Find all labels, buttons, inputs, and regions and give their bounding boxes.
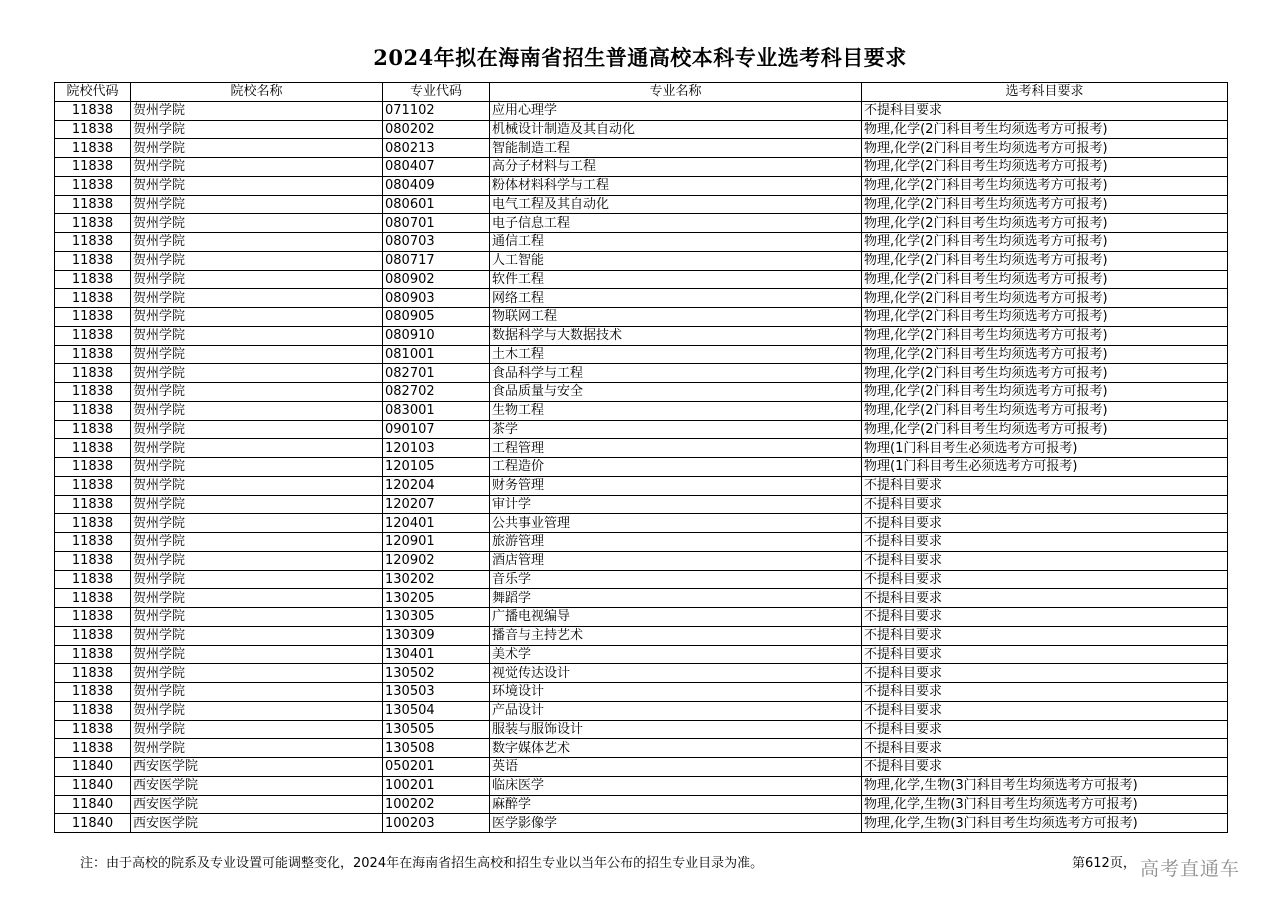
major-name-cell: 人工智能	[490, 251, 862, 270]
major-name-cell: 食品质量与安全	[490, 383, 862, 402]
school-name-cell: 贺州学院	[131, 195, 383, 214]
major-code-cell: 081001	[383, 345, 490, 364]
major-code-cell: 100203	[383, 814, 490, 833]
school-code-cell: 11838	[55, 401, 131, 420]
major-name-cell: 粉体材料科学与工程	[490, 176, 862, 195]
major-name-cell: 医学影像学	[490, 814, 862, 833]
major-name-cell: 数据科学与大数据技术	[490, 326, 862, 345]
major-code-cell: 082702	[383, 383, 490, 402]
major-name-cell: 电子信息工程	[490, 214, 862, 233]
table-row	[55, 458, 1228, 477]
table-row	[55, 120, 1228, 139]
major-name-cell: 生物工程	[490, 401, 862, 420]
major-code-cell: 100201	[383, 776, 490, 795]
table-row	[55, 401, 1228, 420]
school-code-cell: 11838	[55, 626, 131, 645]
table-row	[55, 608, 1228, 627]
major-name-cell: 高分子材料与工程	[490, 158, 862, 177]
major-name-cell: 临床医学	[490, 776, 862, 795]
major-code-cell: 120103	[383, 439, 490, 458]
table-row	[55, 158, 1228, 177]
major-code-cell: 080902	[383, 270, 490, 289]
table-row	[55, 364, 1228, 383]
school-code-cell: 11840	[55, 758, 131, 777]
subject-requirement-cell: 物理,化学,生物(3门科目考生均须选考方可报考)	[862, 814, 1228, 833]
school-name-cell: 贺州学院	[131, 270, 383, 289]
major-name-cell: 工程管理	[490, 439, 862, 458]
major-name-cell: 茶学	[490, 420, 862, 439]
page-title: 2024年拟在海南省招生普通高校本科专业选考科目要求	[373, 45, 907, 70]
subject-requirement-cell: 不提科目要求	[862, 645, 1228, 664]
table-row	[55, 701, 1228, 720]
major-name-cell: 电气工程及其自动化	[490, 195, 862, 214]
major-code-cell: 130202	[383, 570, 490, 589]
school-name-cell: 贺州学院	[131, 476, 383, 495]
subject-requirement-cell: 不提科目要求	[862, 739, 1228, 758]
subject-requirement-cell: 物理,化学(2门科目考生均须选考方可报考)	[862, 251, 1228, 270]
subject-requirement-cell: 物理,化学,生物(3门科目考生均须选考方可报考)	[862, 795, 1228, 814]
school-code-cell: 11838	[55, 345, 131, 364]
major-name-cell: 公共事业管理	[490, 514, 862, 533]
page-number: 第612页，	[1072, 856, 1136, 871]
school-code-cell: 11838	[55, 289, 131, 308]
school-code-cell: 11838	[55, 364, 131, 383]
table-row	[55, 683, 1228, 702]
school-code-cell: 11838	[55, 570, 131, 589]
subject-requirement-cell: 物理,化学(2门科目考生均须选考方可报考)	[862, 214, 1228, 233]
major-name-cell: 机械设计制造及其自动化	[490, 120, 862, 139]
table-row	[55, 308, 1228, 327]
major-name-cell: 服装与服饰设计	[490, 720, 862, 739]
table-row	[55, 270, 1228, 289]
major-code-cell: 080903	[383, 289, 490, 308]
school-name-cell: 西安医学院	[131, 758, 383, 777]
major-code-cell: 120902	[383, 551, 490, 570]
school-code-cell: 11838	[55, 326, 131, 345]
school-code-cell: 11838	[55, 645, 131, 664]
school-name-cell: 贺州学院	[131, 514, 383, 533]
subject-requirement-cell: 物理,化学(2门科目考生均须选考方可报考)	[862, 139, 1228, 158]
table-row	[55, 176, 1228, 195]
school-name-cell: 贺州学院	[131, 420, 383, 439]
header-major-name: 专业名称	[490, 83, 862, 102]
major-name-cell: 英语	[490, 758, 862, 777]
major-name-cell: 播音与主持艺术	[490, 626, 862, 645]
major-name-cell: 酒店管理	[490, 551, 862, 570]
subject-requirement-cell: 不提科目要求	[862, 476, 1228, 495]
major-code-cell: 050201	[383, 758, 490, 777]
school-code-cell: 11838	[55, 158, 131, 177]
major-name-cell: 旅游管理	[490, 533, 862, 552]
school-name-cell: 贺州学院	[131, 589, 383, 608]
table-row	[55, 514, 1228, 533]
school-code-cell: 11838	[55, 720, 131, 739]
school-code-cell: 11838	[55, 383, 131, 402]
major-name-cell: 广播电视编导	[490, 608, 862, 627]
major-name-cell: 工程造价	[490, 458, 862, 477]
school-code-cell: 11838	[55, 176, 131, 195]
major-code-cell: 130205	[383, 589, 490, 608]
subject-requirement-cell: 物理,化学(2门科目考生均须选考方可报考)	[862, 345, 1228, 364]
major-name-cell: 环境设计	[490, 683, 862, 702]
table-row	[55, 214, 1228, 233]
school-name-cell: 贺州学院	[131, 626, 383, 645]
major-name-cell: 财务管理	[490, 476, 862, 495]
major-code-cell: 080701	[383, 214, 490, 233]
subject-requirement-cell: 不提科目要求	[862, 495, 1228, 514]
school-code-cell: 11838	[55, 551, 131, 570]
table-row	[55, 776, 1228, 795]
school-name-cell: 贺州学院	[131, 251, 383, 270]
subject-requirement-cell: 物理(1门科目考生必须选考方可报考)	[862, 458, 1228, 477]
major-name-cell: 产品设计	[490, 701, 862, 720]
subject-requirement-cell: 物理,化学(2门科目考生均须选考方可报考)	[862, 420, 1228, 439]
major-name-cell: 美术学	[490, 645, 862, 664]
subject-requirement-cell: 不提科目要求	[862, 570, 1228, 589]
subject-requirement-cell: 不提科目要求	[862, 758, 1228, 777]
major-code-cell: 130401	[383, 645, 490, 664]
table-row	[55, 758, 1228, 777]
subject-requirement-cell: 不提科目要求	[862, 608, 1228, 627]
subject-requirement-cell: 物理,化学(2门科目考生均须选考方可报考)	[862, 158, 1228, 177]
footer-note: 注：由于高校的院系及专业设置可能调整变化，2024年在海南省招生高校和招生专业以当年公布的招生专业目录为准。	[80, 856, 764, 871]
school-code-cell: 11838	[55, 195, 131, 214]
major-name-cell: 麻醉学	[490, 795, 862, 814]
school-name-cell: 贺州学院	[131, 345, 383, 364]
table-row	[55, 195, 1228, 214]
table-row	[55, 439, 1228, 458]
major-code-cell: 130508	[383, 739, 490, 758]
subject-requirement-cell: 物理,化学(2门科目考生均须选考方可报考)	[862, 270, 1228, 289]
major-name-cell: 软件工程	[490, 270, 862, 289]
table-row	[55, 420, 1228, 439]
school-name-cell: 贺州学院	[131, 120, 383, 139]
major-name-cell: 审计学	[490, 495, 862, 514]
school-name-cell: 贺州学院	[131, 214, 383, 233]
subject-requirement-cell: 不提科目要求	[862, 514, 1228, 533]
school-code-cell: 11838	[55, 739, 131, 758]
school-name-cell: 贺州学院	[131, 364, 383, 383]
table-row	[55, 739, 1228, 758]
school-code-cell: 11838	[55, 214, 131, 233]
school-code-cell: 11838	[55, 139, 131, 158]
school-code-cell: 11838	[55, 270, 131, 289]
major-code-cell: 080910	[383, 326, 490, 345]
school-code-cell: 11838	[55, 514, 131, 533]
major-code-cell: 080717	[383, 251, 490, 270]
major-code-cell: 130505	[383, 720, 490, 739]
school-code-cell: 11838	[55, 251, 131, 270]
major-code-cell: 130503	[383, 683, 490, 702]
major-code-cell: 080409	[383, 176, 490, 195]
school-name-cell: 贺州学院	[131, 139, 383, 158]
school-name-cell: 西安医学院	[131, 814, 383, 833]
requirements-table	[54, 82, 1228, 833]
table-row	[55, 289, 1228, 308]
major-code-cell: 120204	[383, 476, 490, 495]
school-name-cell: 贺州学院	[131, 383, 383, 402]
subject-requirement-cell: 物理,化学(2门科目考生均须选考方可报考)	[862, 120, 1228, 139]
subject-requirement-cell: 不提科目要求	[862, 626, 1228, 645]
subject-requirement-cell: 物理,化学(2门科目考生均须选考方可报考)	[862, 289, 1228, 308]
major-code-cell: 080407	[383, 158, 490, 177]
major-name-cell: 智能制造工程	[490, 139, 862, 158]
school-code-cell: 11838	[55, 533, 131, 552]
school-name-cell: 贺州学院	[131, 739, 383, 758]
table-row	[55, 233, 1228, 252]
table-row	[55, 645, 1228, 664]
major-code-cell: 130305	[383, 608, 490, 627]
major-code-cell: 130309	[383, 626, 490, 645]
school-code-cell: 11838	[55, 420, 131, 439]
school-name-cell: 贺州学院	[131, 326, 383, 345]
school-name-cell: 贺州学院	[131, 401, 383, 420]
school-name-cell: 西安医学院	[131, 776, 383, 795]
subject-requirement-cell: 物理,化学(2门科目考生均须选考方可报考)	[862, 195, 1228, 214]
school-code-cell: 11838	[55, 701, 131, 720]
major-code-cell: 120207	[383, 495, 490, 514]
school-code-cell: 11838	[55, 608, 131, 627]
major-code-cell: 080202	[383, 120, 490, 139]
subject-requirement-cell: 不提科目要求	[862, 701, 1228, 720]
subject-requirement-cell: 物理,化学(2门科目考生均须选考方可报考)	[862, 308, 1228, 327]
major-code-cell: 080703	[383, 233, 490, 252]
school-code-cell: 11838	[55, 439, 131, 458]
major-name-cell: 土木工程	[490, 345, 862, 364]
school-code-cell: 11838	[55, 495, 131, 514]
school-name-cell: 贺州学院	[131, 176, 383, 195]
subject-requirement-cell: 物理,化学(2门科目考生均须选考方可报考)	[862, 176, 1228, 195]
major-name-cell: 网络工程	[490, 289, 862, 308]
major-name-cell: 数字媒体艺术	[490, 739, 862, 758]
header-school-code: 院校代码	[55, 83, 131, 102]
school-code-cell: 11838	[55, 458, 131, 477]
major-code-cell: 130502	[383, 664, 490, 683]
major-name-cell: 食品科学与工程	[490, 364, 862, 383]
major-code-cell: 080905	[383, 308, 490, 327]
header-school-name: 院校名称	[131, 83, 383, 102]
table-row	[55, 476, 1228, 495]
school-code-cell: 11838	[55, 120, 131, 139]
major-code-cell: 100202	[383, 795, 490, 814]
school-name-cell: 贺州学院	[131, 439, 383, 458]
table-row	[55, 383, 1228, 402]
school-name-cell: 贺州学院	[131, 158, 383, 177]
school-name-cell: 西安医学院	[131, 795, 383, 814]
major-code-cell: 071102	[383, 101, 490, 120]
school-name-cell: 贺州学院	[131, 551, 383, 570]
school-name-cell: 贺州学院	[131, 458, 383, 477]
school-code-cell: 11840	[55, 814, 131, 833]
major-code-cell: 080213	[383, 139, 490, 158]
school-code-cell: 11838	[55, 476, 131, 495]
major-code-cell: 120901	[383, 533, 490, 552]
subject-requirement-cell: 物理,化学(2门科目考生均须选考方可报考)	[862, 364, 1228, 383]
major-name-cell: 应用心理学	[490, 101, 862, 120]
table-row	[55, 814, 1228, 833]
major-code-cell: 080601	[383, 195, 490, 214]
school-code-cell: 11838	[55, 233, 131, 252]
table-row	[55, 570, 1228, 589]
table-row	[55, 345, 1228, 364]
subject-requirement-cell: 物理,化学(2门科目考生均须选考方可报考)	[862, 233, 1228, 252]
table-row	[55, 533, 1228, 552]
major-code-cell: 090107	[383, 420, 490, 439]
school-code-cell: 11838	[55, 589, 131, 608]
subject-requirement-cell: 物理,化学,生物(3门科目考生均须选考方可报考)	[862, 776, 1228, 795]
subject-requirement-cell: 不提科目要求	[862, 551, 1228, 570]
school-code-cell: 11840	[55, 776, 131, 795]
subject-requirement-cell: 不提科目要求	[862, 101, 1228, 120]
table-header-row	[55, 83, 1228, 102]
table-row	[55, 626, 1228, 645]
major-name-cell: 通信工程	[490, 233, 862, 252]
school-name-cell: 贺州学院	[131, 664, 383, 683]
table-row	[55, 326, 1228, 345]
table-row	[55, 720, 1228, 739]
header-subject-requirement: 选考科目要求	[862, 83, 1228, 102]
school-name-cell: 贺州学院	[131, 570, 383, 589]
subject-requirement-cell: 物理,化学(2门科目考生均须选考方可报考)	[862, 401, 1228, 420]
school-code-cell: 11838	[55, 101, 131, 120]
school-name-cell: 贺州学院	[131, 720, 383, 739]
subject-requirement-cell: 不提科目要求	[862, 664, 1228, 683]
subject-requirement-cell: 物理,化学(2门科目考生均须选考方可报考)	[862, 383, 1228, 402]
school-name-cell: 贺州学院	[131, 233, 383, 252]
table-row	[55, 139, 1228, 158]
school-name-cell: 贺州学院	[131, 495, 383, 514]
watermark: 高考直通车	[1140, 858, 1241, 880]
school-code-cell: 11838	[55, 308, 131, 327]
table-row	[55, 664, 1228, 683]
subject-requirement-cell: 不提科目要求	[862, 533, 1228, 552]
major-name-cell: 音乐学	[490, 570, 862, 589]
table-row	[55, 251, 1228, 270]
major-code-cell: 082701	[383, 364, 490, 383]
school-name-cell: 贺州学院	[131, 533, 383, 552]
major-name-cell: 舞蹈学	[490, 589, 862, 608]
major-name-cell: 物联网工程	[490, 308, 862, 327]
school-name-cell: 贺州学院	[131, 289, 383, 308]
table-row	[55, 551, 1228, 570]
school-code-cell: 11838	[55, 664, 131, 683]
major-code-cell: 120401	[383, 514, 490, 533]
school-code-cell: 11838	[55, 683, 131, 702]
table-body	[55, 101, 1228, 832]
school-name-cell: 贺州学院	[131, 683, 383, 702]
subject-requirement-cell: 不提科目要求	[862, 720, 1228, 739]
subject-requirement-cell: 物理,化学(2门科目考生均须选考方可报考)	[862, 326, 1228, 345]
school-name-cell: 贺州学院	[131, 608, 383, 627]
major-name-cell: 视觉传达设计	[490, 664, 862, 683]
subject-requirement-cell: 不提科目要求	[862, 683, 1228, 702]
major-code-cell: 130504	[383, 701, 490, 720]
table-row	[55, 101, 1228, 120]
school-name-cell: 贺州学院	[131, 701, 383, 720]
school-name-cell: 贺州学院	[131, 101, 383, 120]
table-row	[55, 589, 1228, 608]
subject-requirement-cell: 物理(1门科目考生必须选考方可报考)	[862, 439, 1228, 458]
subject-requirement-cell: 不提科目要求	[862, 589, 1228, 608]
table-row	[55, 495, 1228, 514]
header-major-code: 专业代码	[383, 83, 490, 102]
school-name-cell: 贺州学院	[131, 308, 383, 327]
major-code-cell: 120105	[383, 458, 490, 477]
table-row	[55, 795, 1228, 814]
school-name-cell: 贺州学院	[131, 645, 383, 664]
school-code-cell: 11840	[55, 795, 131, 814]
major-code-cell: 083001	[383, 401, 490, 420]
